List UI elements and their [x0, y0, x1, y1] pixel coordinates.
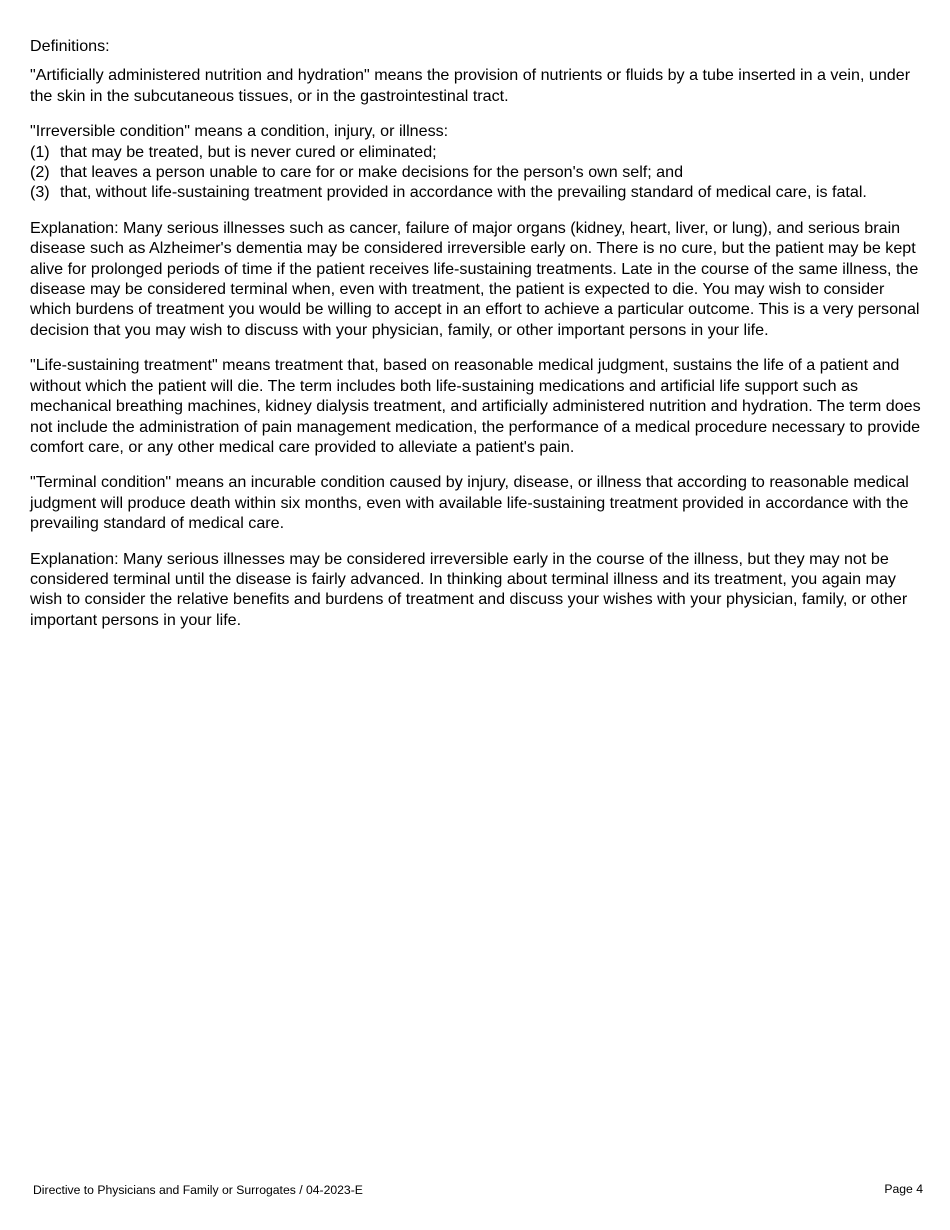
footer-document-title: Directive to Physicians and Family or Surrogates / 04-2023-E [33, 1183, 363, 1197]
definition-life-sustaining-treatment: "Life-sustaining treatment" means treatment that, based on reasonable medical judgment, sustains the life of a patient and without which the patient will die. The term includes both life-sustaining medications and artificial life support such as mechanical breathing machines, kidney dialysis treatment, and artificially administered nutrition and hydration. The term does not include the administration of pain management medication, the performance of a medical procedure necessary to provide comfort care, or any other medical care provided to alleviate a patient's pain. [30, 356, 921, 456]
document-body [30, 36, 922, 645]
list-item [30, 142, 922, 162]
definition-irreversible-condition: "Irreversible condition" means a condition, injury, or illness: [30, 122, 449, 141]
explanation-terminal: Explanation: Many serious illnesses may be considered irreversible early in the course of the illness, but they may not be considered terminal until the disease is fairly advanced. In thinking about terminal illness and its treatment, you again may wish to consider the relative benefits and burdens of treatment and discuss your wishes with your physician, family, or other important persons in your life. [30, 549, 908, 629]
list-item-text: that, without life-sustaining treatment provided in accordance with the prevailing standard of medical care, is fatal. [60, 183, 867, 202]
definition-nutrition-hydration: "Artificially administered nutrition and hydration" means the provision of nutrients or fluids by a tube inserted in a vein, under the skin in the subcutaneous tissues, or in the gastrointestinal tract. [30, 66, 911, 105]
list-item-text: that leaves a person unable to care for or make decisions for the person's own self; and [60, 163, 684, 182]
list-item-number: (2) [30, 163, 50, 182]
explanation-irreversible: Explanation: Many serious illnesses such as cancer, failure of major organs (kidney, heart, liver, or lung), and serious brain disease such as Alzheimer's dementia may be considered irreversible early on. There is no cure, but the patient may be kept alive for prolonged periods of time if the patient receives life-sustaining treatments. Late in the course of the same illness, the disease may be considered terminal when, even with treatment, the patient is expected to die. You may wish to consider which burdens of treatment you would be willing to accept in an effort to achieve a particular outcome. This is a very personal decision that you may wish to discuss with your physician, family, or other important persons in your life. [30, 218, 920, 339]
list-item-number: (3) [30, 183, 50, 202]
footer-page-number: Page 4 [884, 1182, 923, 1196]
definitions-heading: Definitions: [30, 37, 110, 55]
list-item-number: (1) [30, 142, 50, 161]
irreversible-condition-list [30, 142, 922, 203]
list-item-text: that may be treated, but is never cured or eliminated; [60, 142, 437, 161]
list-item [30, 162, 922, 182]
definition-terminal-condition: "Terminal condition" means an incurable condition caused by injury, disease, or illness that according to reasonable medical judgment will produce death within six months, even with available life-sustaining treatment provided in accordance with the prevailing standard of medical care. [30, 473, 909, 533]
list-item [30, 182, 922, 202]
